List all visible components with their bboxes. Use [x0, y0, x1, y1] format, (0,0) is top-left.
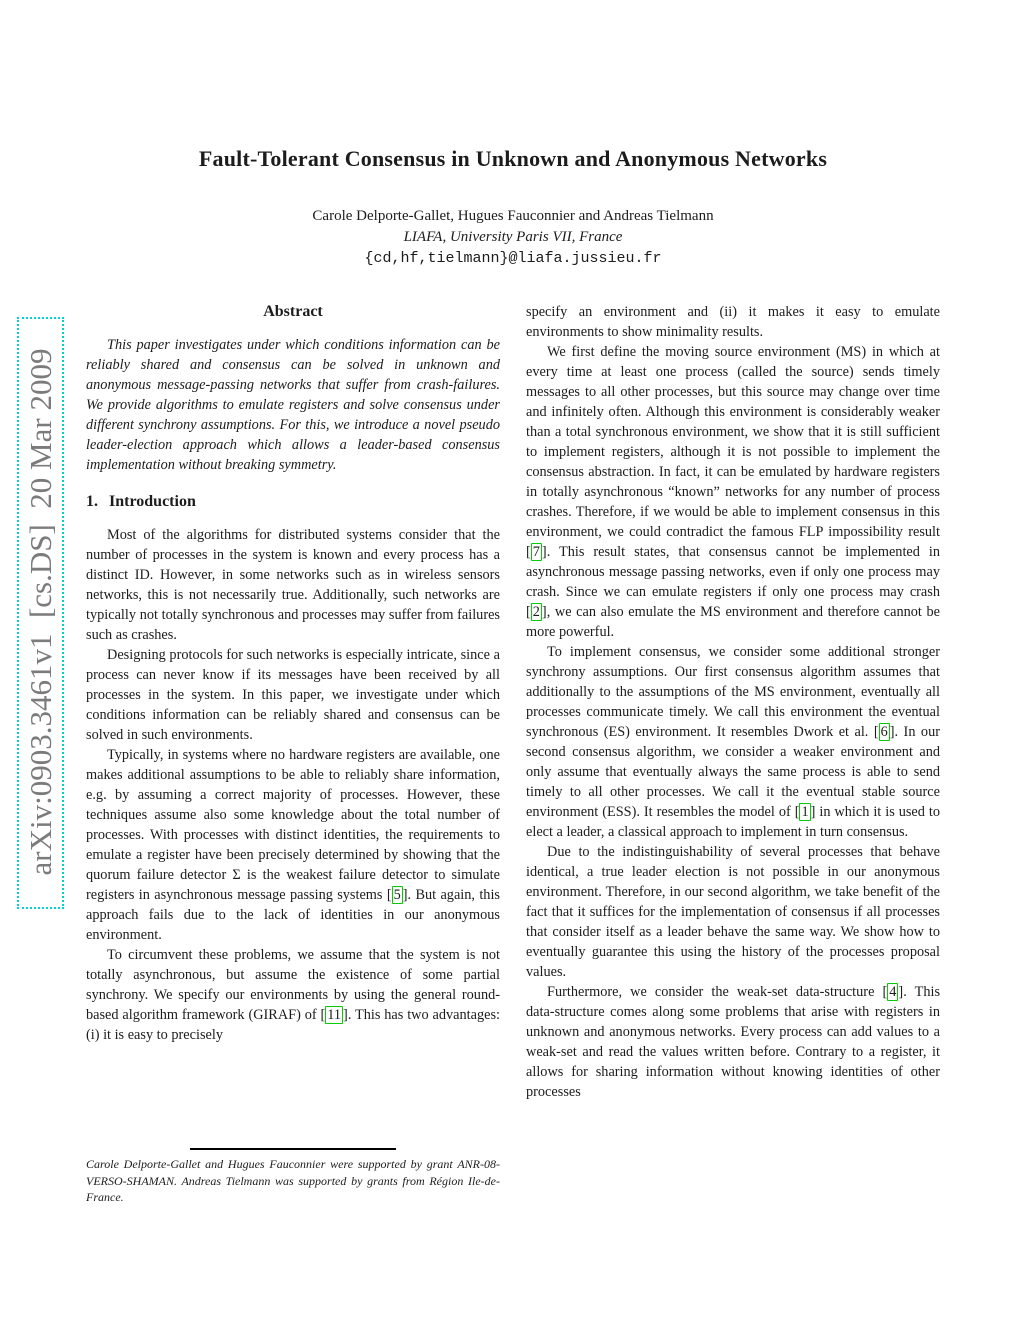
citation-link[interactable]: 11: [327, 1007, 342, 1023]
citation-link[interactable]: 2: [532, 604, 540, 620]
paragraph: Typically, in systems where no hardware registers are available, one makes additional assumptions to be able to reliably share information, e.g. by assuming a correct majority of processes. However, these techniques assume also some knowledge about the total number of processes. With processes with distinct identities, the requirements to emulate a register have been precisely determined by showing that the quorum failure detector Σ is the weakest failure detector to simulate registers in asynchronous message passing systems [ 5 ]. But again, this approach fails due to the lack of identities in our anonymous environment.: [86, 747, 500, 943]
section-title: Introduction: [109, 493, 196, 510]
abstract-body: [86, 335, 500, 475]
paragraph: We first define the moving source environment (MS) in which at every time at least one process (called the source) sends timely messages to all other processes, but this source may change over time and infinitely often. Although this environment is considerably weaker than a total synchronous environment, we show that it is still sufficient to implement registers, although it is not possible to implement the consensus abstraction. In fact, it can be emulated by hardware registers in totally asynchronous “known” networks for any number of process crashes. Therefore, if we would be able to implement consensus in this environment, we could contradict the famous FLP impossibility result [ 7 ]. This result states, that consensus cannot be implemented in asynchronous message passing networks, even if only one process may crash. Since we can emulate registers if only one process may crash [ 2 ], we can also emulate the MS environment and therefore cannot be more powerful.: [526, 344, 940, 640]
section-heading-introduction: [86, 492, 500, 512]
paper-title: Fault-Tolerant Consensus in Unknown and Anonymous Networks: [198, 145, 828, 171]
email-line: {cd,hf,tielmann}@liafa.jussieu.fr: [364, 250, 662, 267]
right-column: [526, 302, 940, 1102]
citation-link[interactable]: 7: [532, 544, 540, 560]
paragraph: Due to the indistinguishability of several processes that behave identical, a true leader election is not possible in our anonymous environment. Therefore, in our second algorithm, we take benefit of the fact that it suffices for the implementation of consensus if all processes that consider itself as a leader behave the same way. We show how to eventually guarantee this using the history of the processes proposal values.: [526, 844, 940, 980]
paragraph: specify an environment and (ii) it makes it easy to emulate environments to show minimality results.: [526, 304, 940, 340]
arxiv-watermark-link[interactable]: [17, 317, 64, 909]
arxiv-watermark-text: arXiv:0903.3461v1 [cs.DS] 20 Mar 2009: [23, 348, 58, 876]
footnote-text: Carole Delporte-Gallet and Hugues Fauconnier were supported by grant ANR-08-VERSO-SHAMAN. Andreas Tielmann was supported by grants from Région Ile-de-France.: [86, 1157, 500, 1204]
section-number: 1.: [86, 493, 98, 510]
affiliation-line: LIAFA, University Paris VII, France: [403, 229, 623, 245]
right-column-body: [526, 302, 940, 1102]
paragraph: This paper investigates under which conditions information can be reliably shared and consensus can be solved in unknown and anonymous message-passing networks that suffer from crash-failures. We provide algorithms to emulate registers and solve consensus under different synchrony assumptions. For this, we introduce a novel pseudo leader-election approach which allows a leader-based consensus implementation without breaking symmetry.: [86, 337, 500, 473]
abstract-heading: Abstract: [263, 303, 323, 320]
authors-block: [86, 206, 940, 269]
paragraph: Designing protocols for such networks is especially intricate, since a process can never know if its messages have been received by all processes in the system. In this paper, we investigate under which conditions information can be reliably shared and consensus can be solved in such environments.: [86, 647, 500, 743]
left-column: [86, 302, 500, 1204]
two-column-body: [86, 302, 941, 1204]
citation-link[interactable]: 1: [801, 804, 809, 820]
footnote: [86, 1148, 500, 1206]
paragraph: Most of the algorithms for distributed systems consider that the number of processes in the system is known and every process has a distinct ID. However, in some networks such as in wireless sensors networks, this is not necessarily true. Additionally, such networks are typically not totally synchronous and processes may suffer from failures such as crashes.: [86, 527, 500, 643]
paragraph: To implement consensus, we consider some additional stronger synchrony assumptions. Our first consensus algorithm assumes that additionally to the assumptions of the MS environment, eventually all processes communicate timely. We call this environment the eventual synchronous (ES) environment. It resembles Dwork et al. [ 6 ]. In our second consensus algorithm, we consider a weaker environment and only assume that eventually always the same process is able to send timely to all other processes. We call it the eventual stable source environment (ESS). It resembles the model of [ 1 ] in which it is used to elect a leader, a classical approach to implement in turn consensus.: [526, 644, 940, 840]
citation-link[interactable]: 5: [393, 887, 401, 903]
citation-link[interactable]: 6: [880, 724, 888, 740]
citation-link[interactable]: 4: [889, 984, 897, 1000]
paragraph: Furthermore, we consider the weak-set data-structure [ 4 ]. This data-structure comes along some problems that arise with registers in unknown and anonymous networks. Every process can add values to a weak-set and read the values written before. Contrary to a register, it allows for sharing information without knowing identities of other processes: [526, 984, 941, 1100]
paragraph: To circumvent these problems, we assume that the system is not totally asynchronous, but assume the existence of some partial synchrony. We specify our environments by using the general round-based algorithm framework (GIRAF) of [ 11 ]. This has two advantages: (i) it is easy to precisely: [86, 947, 500, 1043]
footnote-rule: [190, 1148, 396, 1150]
authors-line: Carole Delporte-Gallet, Hugues Fauconnier and Andreas Tielmann: [312, 208, 714, 224]
introduction-body: [86, 525, 500, 1045]
